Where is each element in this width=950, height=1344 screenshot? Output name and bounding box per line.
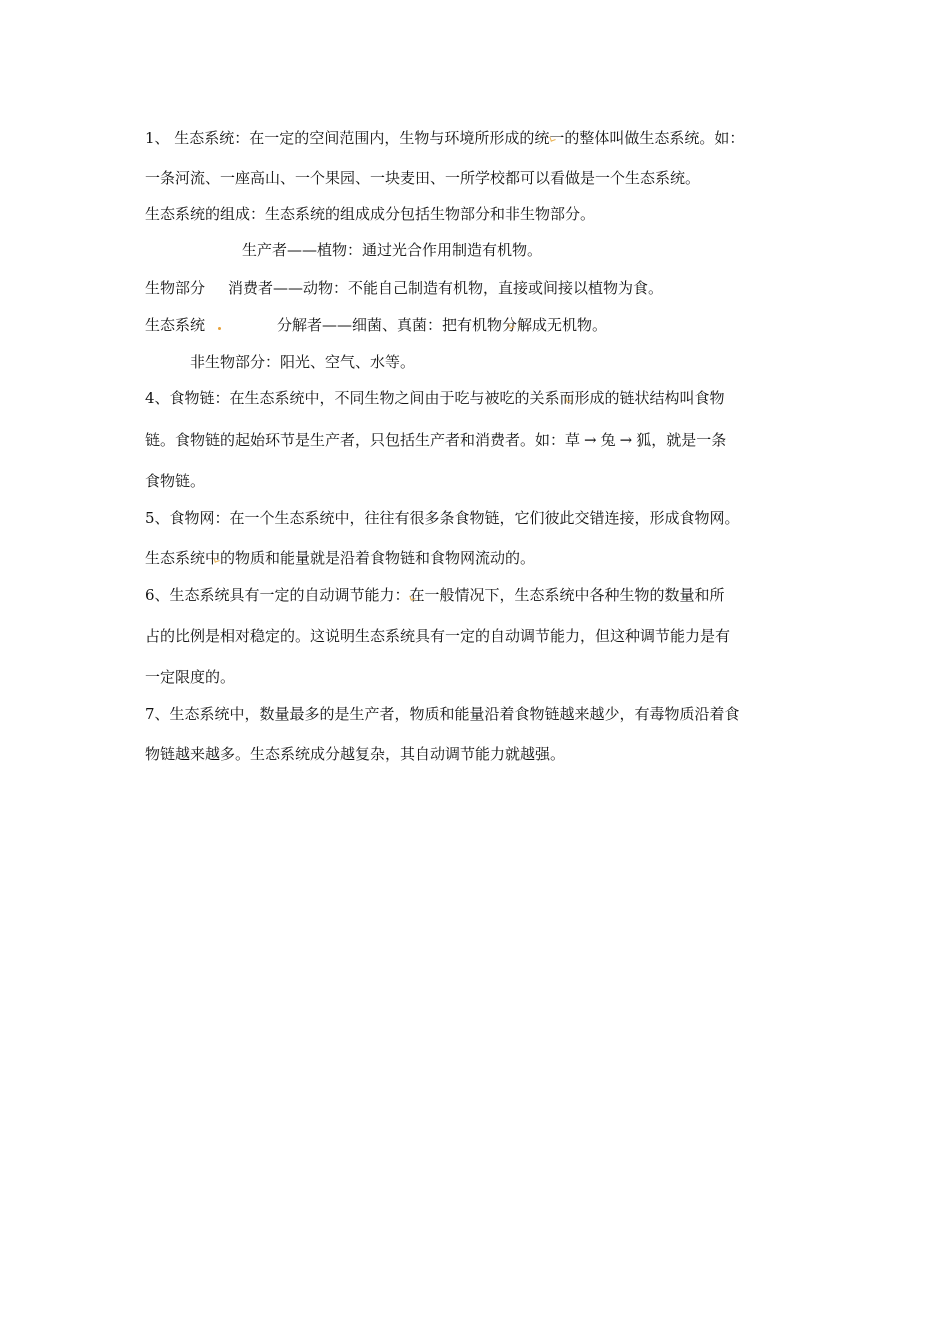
- text-line-7a: 7、生态系统中，数量最多的是生产者，物质和能量沿着食物链越来越少，有毒物质沿着食: [145, 705, 740, 723]
- text-line-5a: 5、食物网：在一个生态系统中，往往有很多条食物链，它们彼此交错连接，形成食物网。: [145, 509, 740, 527]
- mark-dot: [218, 327, 221, 330]
- food-chain-fox: 狐，就是一条: [636, 431, 727, 449]
- text-line-3: 生态系统的组成：生态系统的组成成分包括生物部分和非生物部分。: [145, 205, 596, 223]
- arrow-right-icon: →: [619, 431, 633, 449]
- biotic-part-label: 生物部分: [145, 279, 206, 297]
- text-line-6c: 一定限度的。: [145, 668, 236, 686]
- producer-line: 生产者——植物：通过光合作用制造有机物。: [242, 241, 543, 259]
- arrow-right-icon: →: [584, 431, 597, 449]
- text-line-4c: 食物链。: [145, 472, 206, 490]
- food-chain-text: 链。食物链的起始环节是生产者，只包括生产者和消费者。如：草: [145, 431, 581, 449]
- text-line-4a: 4、食物链：在生态系统中，不同生物之间由于吃与被吃的关系而形成的链状结构叫食物: [145, 389, 725, 407]
- text-line-4b: [145, 430, 726, 450]
- text-line-6b: 占的比例是相对稳定的。这说明生态系统具有一定的自动调节能力，但这种调节能力是有: [145, 627, 731, 645]
- text-line-6a: 6、生态系统具有一定的自动调节能力：在一般情况下，生态系统中各种生物的数量和所: [145, 586, 725, 604]
- food-chain-rabbit: 兔: [600, 431, 616, 449]
- text-line-2: 一条河流、一座高山、一个果园、一块麦田、一所学校都可以看做是一个生态系统。: [145, 169, 701, 187]
- decomposer-line: 分解者——细菌、真菌：把有机物分解成无机物。: [277, 316, 608, 334]
- abiotic-line: 非生物部分：阳光、空气、水等。: [190, 353, 416, 371]
- text-line-7b: 物链越来越多。生态系统成分越复杂，其自动调节能力就越强。: [145, 745, 566, 763]
- consumer-line: 消费者——动物：不能自己制造有机物，直接或间接以植物为食。: [228, 279, 664, 297]
- text-line-5b: 生态系统中的物质和能量就是沿着食物链和食物网流动的。: [145, 549, 536, 567]
- ecosystem-label: 生态系统: [145, 316, 206, 334]
- text-line-1: 1、 生态系统：在一定的空间范围内，生物与环境所形成的统一的整体叫做生态系统。如：: [145, 129, 745, 147]
